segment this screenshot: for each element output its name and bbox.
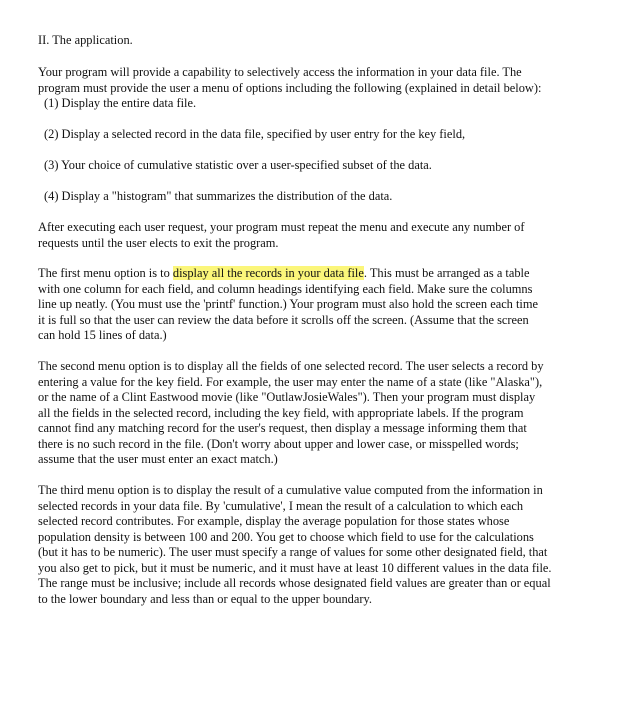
menu-option-2: (2) Display a selected record in the data file, specified by user entry for the key field,	[44, 127, 466, 141]
second-option-paragraph: The second menu option is to display all the fields of one selected record. The user selects a record by entering a value for the key field. For example, the user may enter the name of a state (like "Alaska"), or the name of a Clint Eastwood movie (like "OutlawJosieWales"). Then your program must display all the fields in the selected record, including the key field, with appropriate labels. If the program cannot find any matching record for the user's request, then display a message informing them that there is no such record in the file. (Don't worry about upper and lower case, or misspelled words; assume that the user must enter an exact match.)	[38, 359, 544, 466]
section-heading: II. The application.	[38, 33, 133, 47]
menu-option-3: (3) Your choice of cumulative statistic over a user-specified subset of the data.	[44, 158, 432, 172]
menu-option-1: (1) Display the entire data file.	[44, 96, 197, 110]
highlighted-text: display all the records in your data file	[172, 266, 364, 280]
first-option-paragraph: The first menu option is to display all the records in your data file. This must be arranged as a table with one column for each field, and column headings identifying each field. Make sure the columns line up neatly. (You must use the 'printf' function.) Your program must also hold the screen each time it is full so that the user can review the data before it scrolls off the screen. (Assume that the screen can hold 15 lines of data.)	[38, 266, 588, 344]
repeat-paragraph: After executing each user request, your program must repeat the menu and execute any number of requests until the user elects to exit the program.	[38, 220, 525, 250]
first-option-line: The first menu option is to display all the records in your data file. This must be arranged as a table	[38, 266, 530, 280]
third-option-paragraph: The third menu option is to display the result of a cumulative value computed from the information in selected records in your data file. By 'cumulative', I mean the result of a calculation to which each selected record contributes. For example, display the average population for those states whose population density is between 100 and 200. You get to choose which field to use for the calculations (but it has to be numeric). The user must specify a range of values for some other designated field, that you also get to pick, but it must be numeric, and it must have at least 10 different values in the data file. The range must be inclusive; include all records whose designated field values are greater than or equal to the lower boundary and less than or equal to the upper boundary.	[38, 483, 552, 606]
intro-line: program must provide the user a menu of options including the following (explained in detail below):	[38, 80, 542, 95]
intro-line: Your program will provide a capability to selectively access the information in your data file. The	[38, 65, 522, 79]
intro-paragraph	[38, 65, 588, 96]
menu-option-4: (4) Display a "histogram" that summarizes the distribution of the data.	[44, 189, 393, 203]
